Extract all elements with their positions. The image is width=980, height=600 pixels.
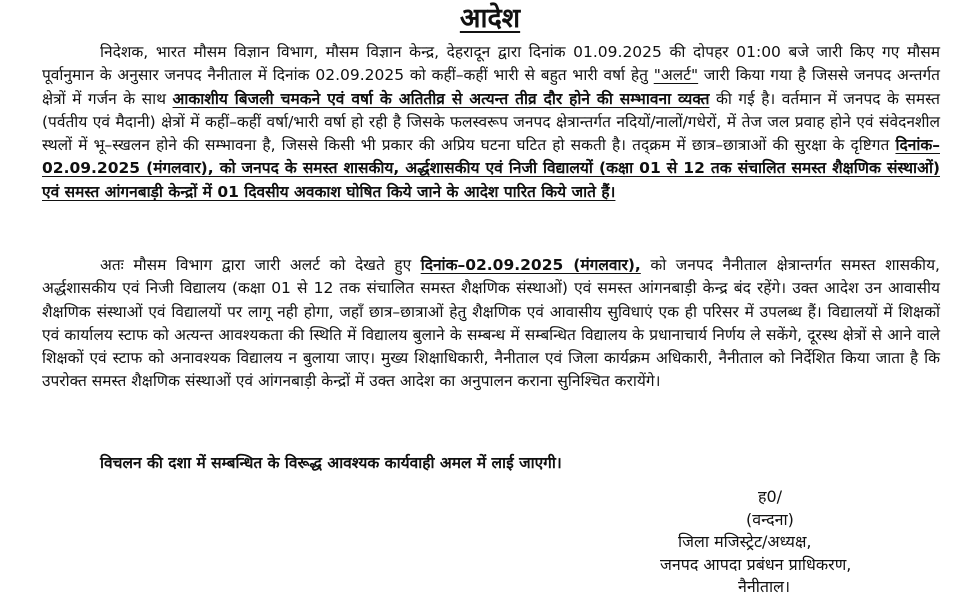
holiday-date: दिनांक–02.09.2025 (मंगलवार) (42, 136, 940, 178)
holiday-declaration: , को जनपद के समस्त शासकीय, अर्द्धशासकीय एवं निजी विद्यालयों (कक्षा 01 से 12 तक संचालित समस्त शैक्षणिक संस्थाओं) एवं समस्त आंगनबाड़ी केन्द्रों में 01 दिवसीय अवकाश घोषित किये जाने के आदेश पारित किये जाते हैं। (42, 159, 940, 201)
p1-text-c: की गई है। वर्तमान में जनपद के समस्त (पर्वतीय एवं मैदानी) क्षेत्रों में कहीं–कहीं वर्षा/भारी वर्षा हो रही है जिसके फलस्वरूप जनपद क्षेत्रान्तर्गत नदियों/नालों/गधेरों, में तेज जल प्रवाह होने एवं संवेदनशील स्थलों में भू–स्खलन होने की सम्भावना है, जिससे किसी भी प्रकार की अप्रिय घटना घटित हो सकती है। तद्क्रम में छात्र–छात्राओं की सुरक्षा के दृष्टिगत (42, 89, 940, 155)
signatory-place: नैनीताल। (738, 577, 791, 596)
order-paragraph-2 (42, 254, 940, 394)
p1-text-a: निदेशक, भारत मौसम विज्ञान विभाग, मौसम विज्ञान केन्द्र, देहरादून द्वारा दिनांक 01.09.2025 की दोपहर 01:00 बजे जारी किए गए मौसम पूर्वानुमान के अनुसार जनपद नैनीताल में दिनांक 02.09.2025 को कहीं–कहीं भारी से बहुत भारी वर्षा हेतु (42, 43, 940, 85)
alert-term: "अलर्ट" (653, 66, 699, 85)
signature-block (660, 486, 960, 599)
p2-text-a: अतः मौसम विभाग द्वारा जारी अलर्ट को देखते हुए (100, 256, 421, 274)
deviation-warning: विचलन की दशा में सम्बन्धित के विरूद्ध आवश्यक कार्यवाही अमल में लाई जाएगी। (100, 454, 562, 472)
document-title: आदेश (459, 3, 521, 34)
closure-date: दिनांक–02.09.2025 (मंगलवार), (420, 256, 641, 274)
signatory-designation: जिला मजिस्ट्रेट/अध्यक्ष, (678, 532, 812, 551)
lightning-warning: आकाशीय बिजली चमकने एवं वर्षा के अतितीव्र से अत्यन्त तीव्र दौर होने की सम्भावना व्यक्त (172, 89, 710, 108)
p1-text-b: जारी किया गया है जिससे जनपद अन्तर्गत क्षेत्रों में गर्जन के साथ (42, 66, 941, 108)
signed-mark: ह0/ (758, 487, 783, 506)
p2-text-b: को जनपद नैनीताल क्षेत्रान्तर्गत समस्त शासकीय, अर्द्धशासकीय एवं निजी विद्यालय (कक्षा 01 से 12 तक संचालित समस्त शैक्षणिक संस्थाओं) एवं समस्त आंगनबाड़ी केन्द्र बंद रहेंगे। उक्त आदेश उन आवासीय शैक्षणिक संस्थाओं एवं विद्यालयों पर लागू नही होगा, जहाँ छात्र–छात्राओं हेतु शैक्षणिक एवं आवासीय सुविधाएं एक ही परिसर में उपलब्ध हैं। विद्यालयों में शिक्षकों एवं कार्यालय स्टाफ को अत्यन्त आवश्यकता की स्थिति में विद्यालय बुलाने के सम्बन्ध में सम्बन्धित विद्यालय के प्रधानाचार्य निर्णय ले सकेंगे, दूरस्थ क्षेत्रों से आने वाले शिक्षकों एवं स्टाफ को अनावश्यक विद्यालय न बुलाया जाए। मुख्य शिक्षाधिकारी, नैनीताल एवं जिला कार्यक्रम अधिकारी, नैनीताल को निर्देशित किया जाता है कि उपरोक्त समस्त शैक्षणिक संस्थाओं एवं आंगनबाड़ी केन्द्रों में उक्त आदेश का अनुपालन कराना सुनिश्चित करायेंगे। (42, 256, 940, 391)
order-paragraph-1 (42, 41, 940, 204)
signatory-name: (वन्दना) (746, 509, 794, 529)
signatory-authority: जनपद आपदा प्रबंधन प्राधिकरण, (660, 554, 852, 574)
